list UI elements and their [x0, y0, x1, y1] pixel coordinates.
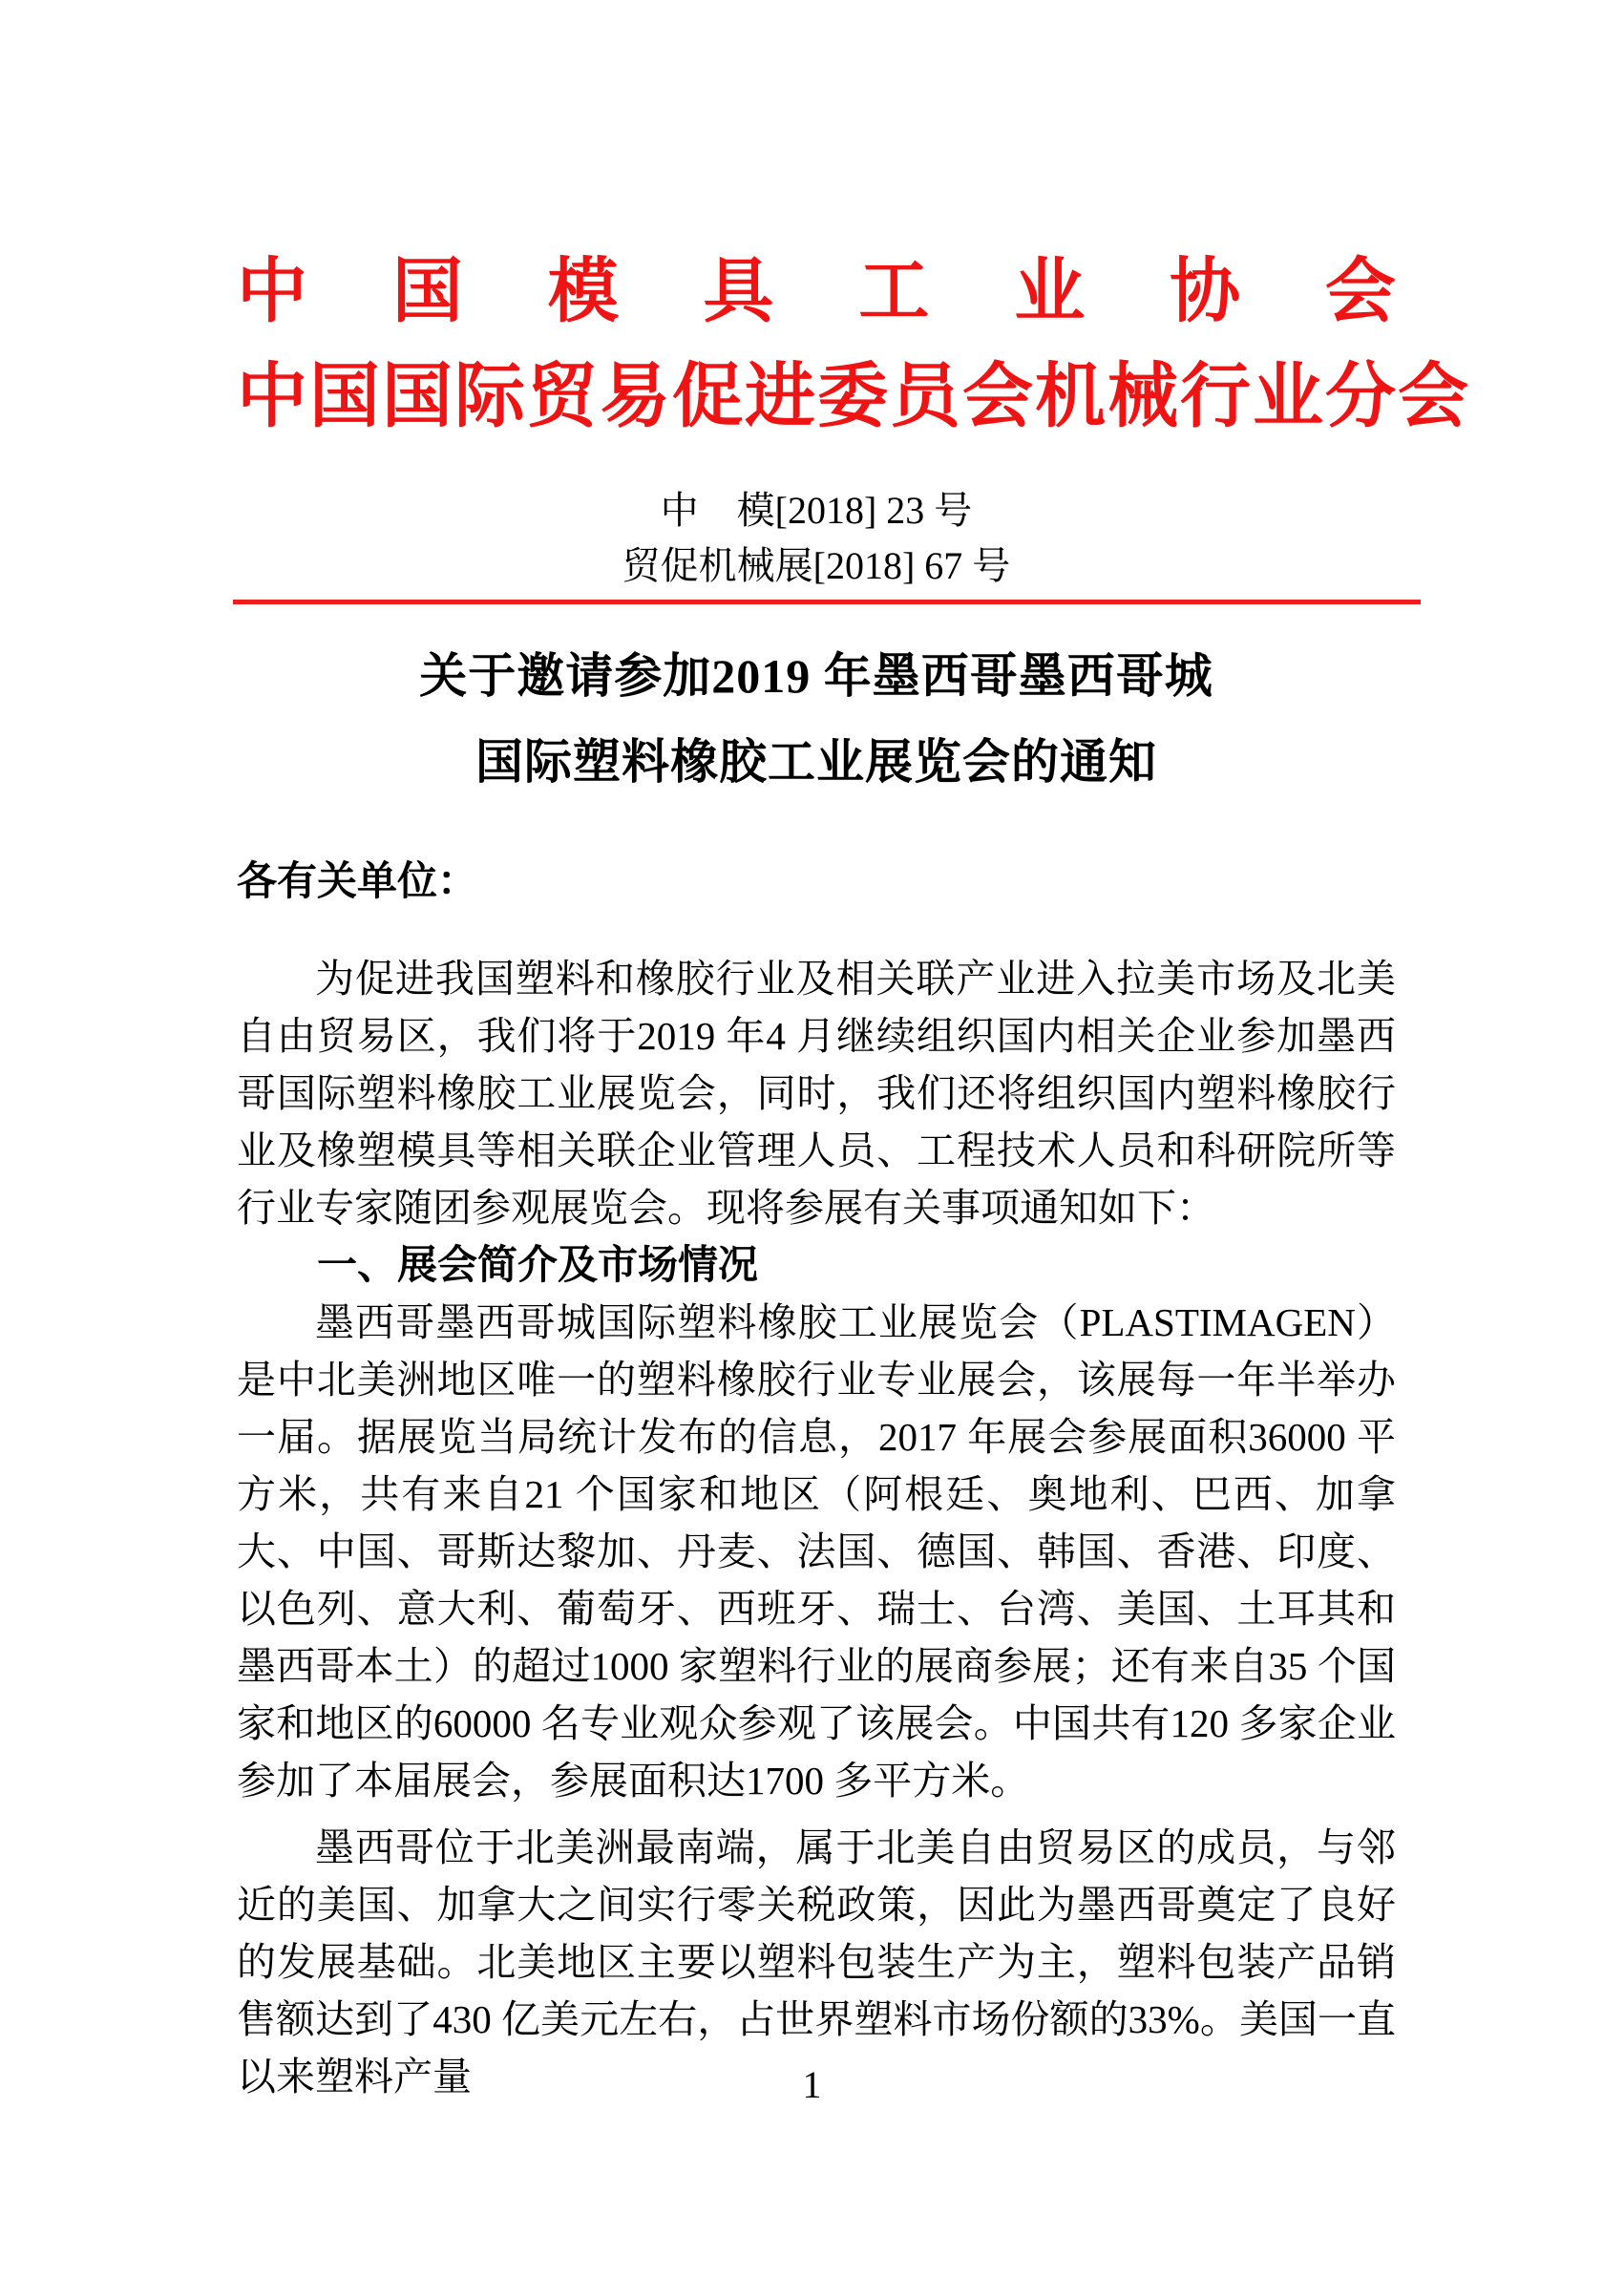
letterhead-char: 协	[1170, 253, 1241, 331]
letterhead-char: 具	[703, 253, 774, 331]
paragraph-1: 为促进我国塑料和橡胶行业及相关联产业进入拉美市场及北美自由贸易区，我们将于2019 年4 月继续组织国内相关企业参加墨西哥国际塑料橡胶工业展览会，同时，我们还将组织国内塑料橡胶行业及橡塑模具等相关联企业管理人员、工程技术人员和科研院所等行业专家随团参观展览会。现将参展有关事项通知如下：	[237, 957, 1396, 1230]
letterhead-char: 中	[237, 253, 307, 331]
doc-number-2: 贸促机械展[2018] 67 号	[622, 544, 1011, 587]
document-content	[0, 253, 1624, 2105]
section-heading-1: 一、展会简介及市场情况	[317, 1242, 759, 1287]
red-divider-rule	[233, 600, 1421, 604]
letterhead-char: 业	[1014, 253, 1086, 331]
letterhead-char: 模	[547, 253, 619, 331]
notice-title-line2: 国际塑料橡胶工业展览会的通知	[475, 735, 1157, 789]
letterhead-char: 国	[391, 253, 463, 331]
doc-number-1: 中 模[2018] 23 号	[660, 489, 973, 532]
letterhead-org-line2: 中国国际贸易促进委员会机械行业分会	[237, 358, 1470, 436]
letterhead-char: 工	[858, 253, 930, 331]
salutation: 各有关单位：	[237, 858, 478, 903]
notice-body	[237, 853, 1396, 2105]
paragraph-3: 墨西哥位于北美洲最南端，属于北美自由贸易区的成员，与邻近的美国、加拿大之间实行零关税政策，因此为墨西哥奠定了良好的发展基础。北美地区主要以塑料包装生产为主，塑料包装产品销售额达到了430 亿美元左右，占世界塑料市场份额的33%。美国一直以来塑料产量	[237, 1825, 1396, 2099]
notice-title-line1: 关于邀请参加2019 年墨西哥墨西哥城	[419, 649, 1213, 703]
letterhead-org-line1	[237, 253, 1396, 331]
page-number: 1	[802, 2063, 822, 2106]
letterhead-char: 会	[1324, 253, 1396, 331]
paragraph-2: 墨西哥墨西哥城国际塑料橡胶工业展览会（PLASTIMAGEN）是中北美洲地区唯一的塑料橡胶行业专业展会，该展每一年半举办一届。据展览当局统计发布的信息，2017 年展会参展面积36000 平方米，共有来自21 个国家和地区（阿根廷、奥地利、巴西、加拿大、中国、哥斯达黎加、丹麦、法国、德国、韩国、香港、印度、以色列、意大利、葡萄牙、西班牙、瑞士、台湾、美国、土耳其和墨西哥本土）的超过1000 家塑料行业的展商参展；还有来自35 个国家和地区的60000 名专业观众参观了该展会。中国共有120 多家企业参加了本届展会，参展面积达1700 多平方米。	[237, 1300, 1396, 1803]
